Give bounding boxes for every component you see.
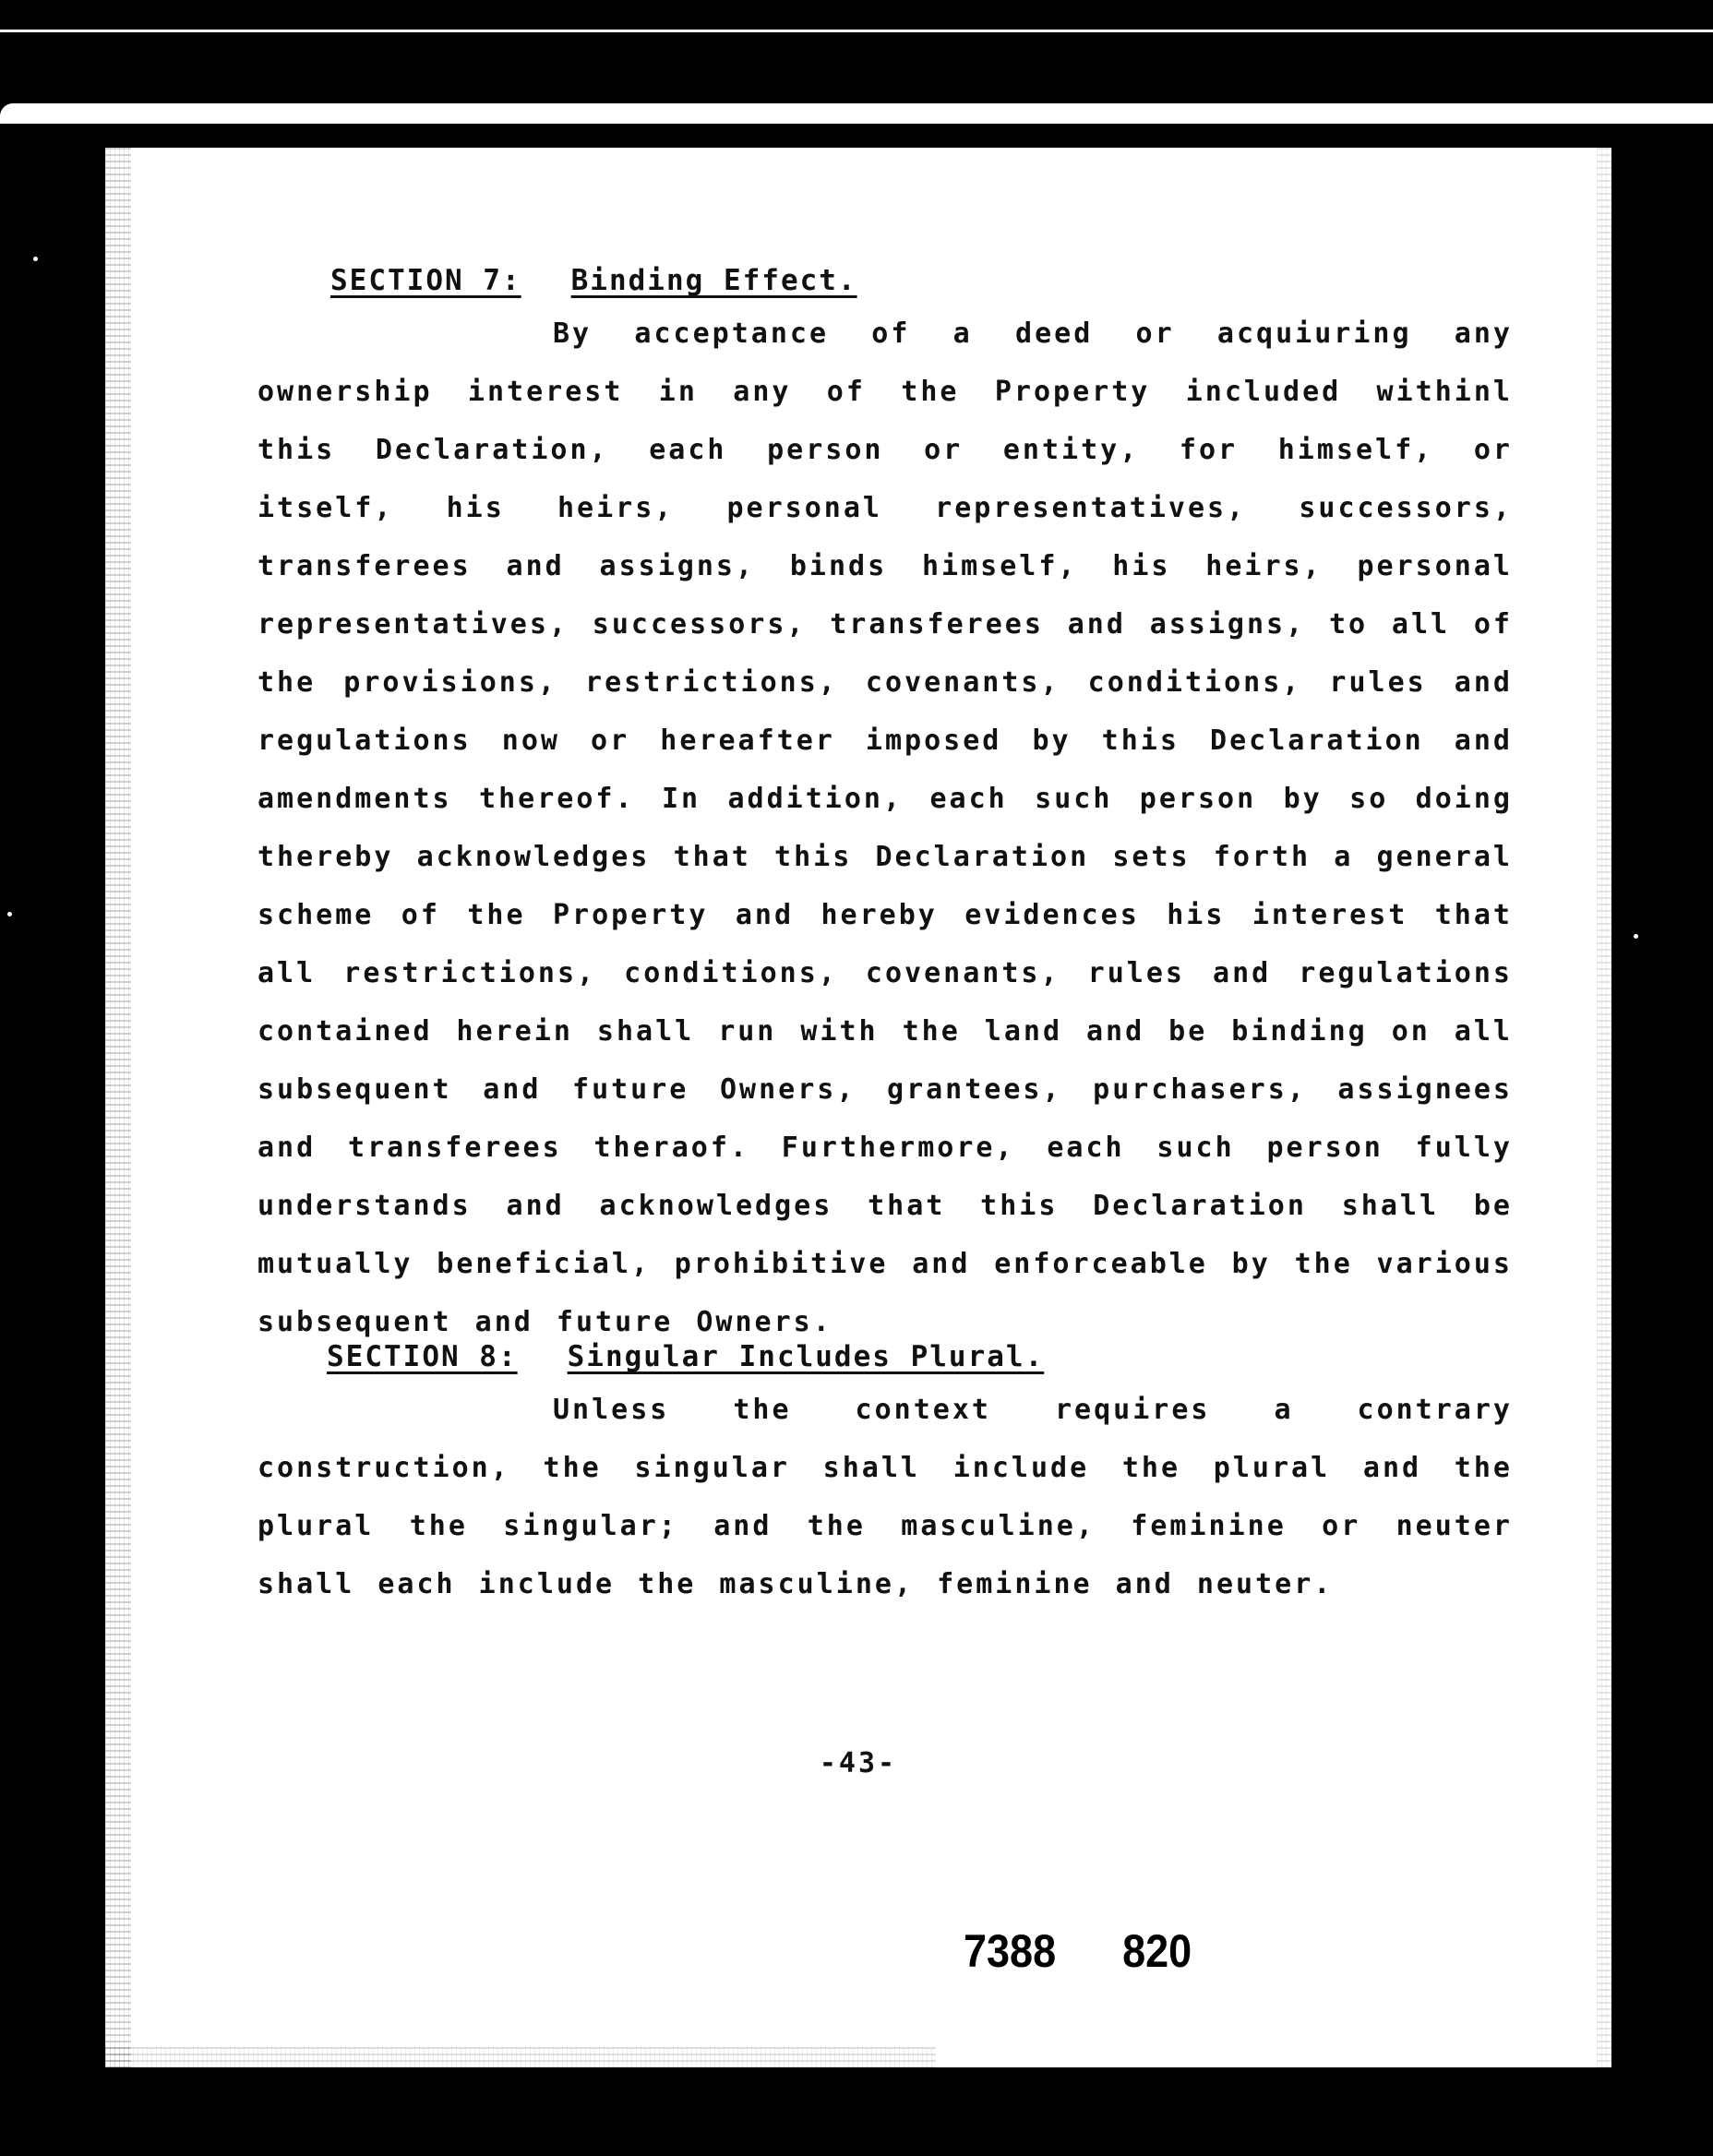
book-page-number: 820 — [1122, 1925, 1192, 1977]
section-7-text: By acceptance of a deed or acquiuring any ownership interest in any of the Property included withinl this Declaration, each person or entity, for himself, or itself, his heirs, personal representatives, successors, transferees and assigns, binds himself, his heirs, personal representatives, successors, transferees and assigns, to all of the provisions, restrictions, covenants, conditions, rules and regulations now or hereafter imposed by this Declaration and amendments thereof. In addition, each such person by so doing thereby acknowledges that this Declaration sets forth a general scheme of the Property and hereby evidences his interest that all restrictions, conditions, covenants, rules and regulations contained herein shall run with the land and be binding on all subsequent and future Owners, grantees, purchasers, assignees and transferees theraof. Furthermore, each such person fully understands and acknowledges that this Declaration shall be mutually beneficial, prohibitive and enforceable by the various subsequent and future Owners. — [258, 317, 1513, 1338]
section-7-heading — [330, 264, 857, 297]
scan-page-edge — [0, 103, 1713, 124]
section-8-text: Unless the context requires a contrary construction, the singular shall include the plural and the plural the singular; and the masculine, feminine or neuter shall each include the masculine, feminine and neuter. — [258, 1394, 1513, 1600]
scan-top-rule — [0, 30, 1713, 32]
scan-speck — [1634, 934, 1638, 939]
scan-speck — [7, 912, 12, 916]
scan-noise-right — [1597, 148, 1611, 2067]
book-number: 7388 — [964, 1925, 1057, 1977]
section-8-number: SECTION 8: — [327, 1340, 518, 1373]
page-number: -43- — [819, 1747, 898, 1779]
section-7-body — [258, 305, 1513, 1351]
book-page-stamp — [964, 1924, 1192, 1978]
scan-speck — [33, 257, 38, 261]
section-7-number: SECTION 7: — [330, 264, 521, 297]
document-page — [105, 148, 1611, 2067]
scan-noise-left — [105, 148, 131, 2067]
section-8-heading — [327, 1340, 1044, 1373]
scan-speck — [1525, 473, 1528, 478]
section-8-body — [258, 1381, 1513, 1613]
scan-noise-bottom — [105, 2047, 936, 2067]
section-8-title: Singular Includes Plural. — [567, 1340, 1045, 1373]
section-7-title: Binding Effect. — [570, 264, 857, 297]
